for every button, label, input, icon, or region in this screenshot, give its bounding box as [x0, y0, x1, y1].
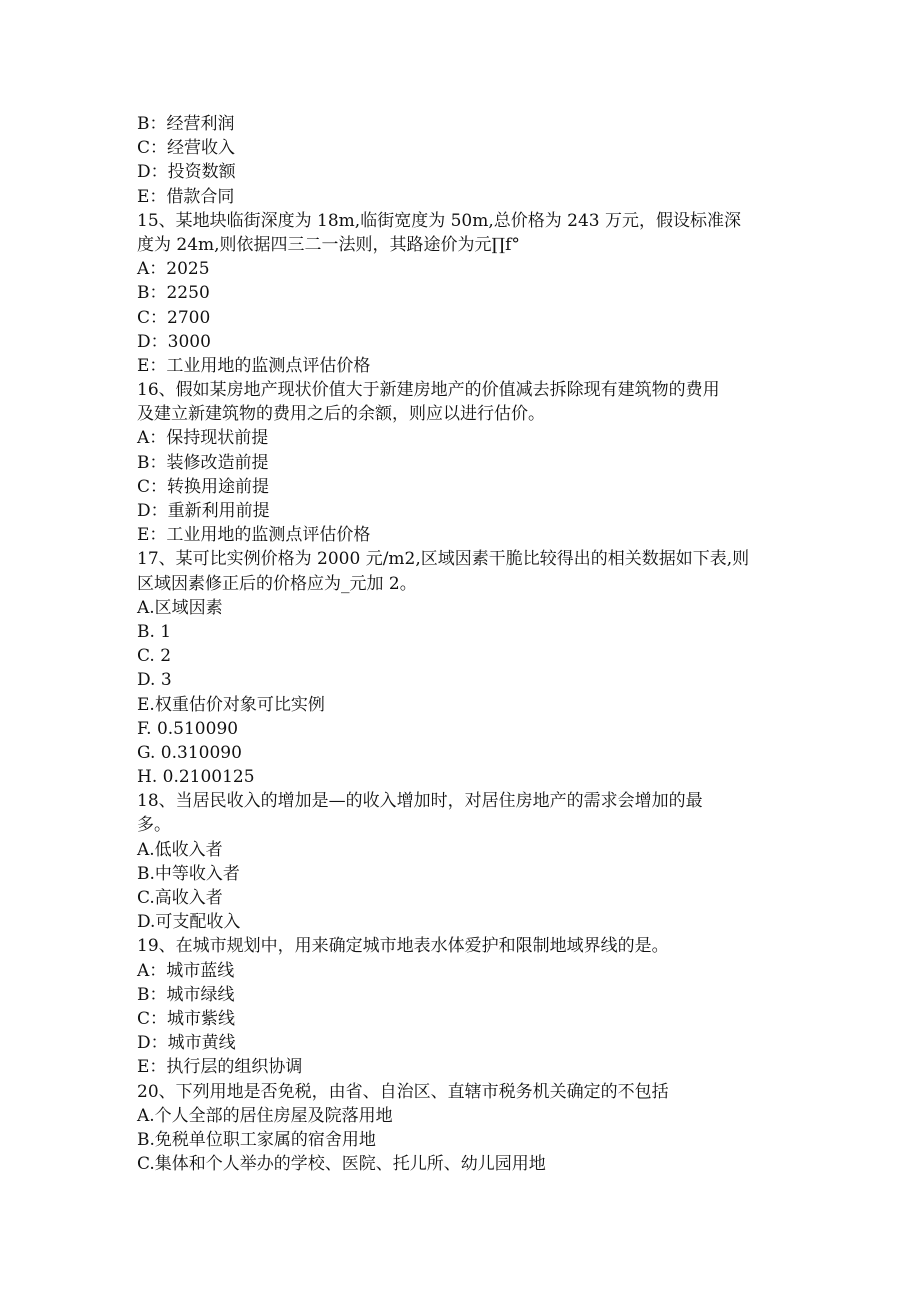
q17-option-e: E.权重估价对象可比实例 [137, 694, 325, 715]
question-15-line-2: 度为 24m,则依据四三二一法则，其路途价为元∏f° [137, 234, 520, 255]
q17-option-a: A.区域因素 [137, 597, 223, 618]
option-e-line: E：借款合同 [137, 186, 235, 207]
option-b-line: B：经营利润 [137, 114, 235, 134]
q20-option-b: B.免税单位职工家属的宿舍用地 [137, 1129, 376, 1150]
q18-option-c: C.高收入者 [137, 888, 223, 908]
question-17-line-2: 区域因素修正后的价格应为_元加 2。 [137, 573, 417, 594]
q17-option-h: H. 0.2100125 [137, 767, 255, 788]
q20-option-c: C.集体和个人举办的学校、医院、托儿所、幼儿园用地 [137, 1154, 546, 1175]
question-16-line-2: 及建立新建筑物的费用之后的余额，则应以进行估价。 [137, 404, 545, 425]
question-19-line: 19、在城市规划中，用来确定城市地表水体爱护和限制地域界线的是。 [137, 936, 669, 957]
q19-option-b: B：城市绿线 [137, 984, 235, 1005]
q19-option-c: C：城市紫线 [137, 1008, 236, 1029]
q19-option-d: D：城市黄线 [137, 1033, 236, 1054]
question-18-line-1: 18、当居民收入的增加是—的收入增加时，对居住房地产的需求会增加的最 [137, 791, 703, 812]
document-page [137, 112, 797, 1176]
question-16-line-1: 16、假如某房地产现状价值大于新建房地产的价值减去拆除现有建筑物的费用 [137, 380, 720, 401]
q19-option-a: A：城市蓝线 [137, 960, 235, 981]
option-d-line: D：投资数额 [137, 162, 236, 183]
question-15-line-1: 15、某地块临街深度为 18m,临街宽度为 50m,总价格为 243 万元，假设标准深 [137, 210, 742, 231]
q15-option-e: E：工业用地的监测点评估价格 [137, 355, 371, 376]
q18-option-d: D.可支配收入 [137, 912, 241, 933]
q18-option-a: A.低收入者 [137, 839, 223, 860]
q16-option-e: E：工业用地的监测点评估价格 [137, 525, 371, 546]
q16-option-d: D：重新利用前提 [137, 501, 270, 521]
q17-option-b: B. 1 [137, 621, 172, 642]
q15-option-a: A：2025 [137, 259, 210, 280]
q18-option-b: B.中等收入者 [137, 863, 240, 884]
q15-option-b: B：2250 [137, 283, 210, 304]
q19-option-e: E：执行层的组织协调 [137, 1057, 303, 1078]
q16-option-c: C：转换用途前提 [137, 476, 270, 497]
q16-option-a: A：保持现状前提 [137, 428, 269, 449]
q15-option-c: C：2700 [137, 307, 211, 328]
question-20-line: 20、下列用地是否免税，由省、自治区、直辖市税务机关确定的不包括 [137, 1081, 669, 1102]
q17-option-g: G. 0.310090 [137, 742, 242, 763]
option-c-line: C：经营收入 [137, 138, 236, 159]
question-18-line-2: 多。 [137, 815, 171, 836]
q17-option-f: F. 0.510090 [137, 718, 239, 739]
q16-option-b: B：装修改造前提 [137, 452, 269, 473]
q20-option-a: A.个人全部的居住房屋及院落用地 [137, 1105, 393, 1126]
question-17-line-1: 17、某可比实例价格为 2000 元/m2,区域因素干脆比较得出的相关数据如下表,则 [137, 549, 750, 570]
q17-option-c: C. 2 [137, 646, 172, 667]
q17-option-d: D. 3 [137, 670, 172, 691]
q15-option-d: D：3000 [137, 331, 211, 352]
